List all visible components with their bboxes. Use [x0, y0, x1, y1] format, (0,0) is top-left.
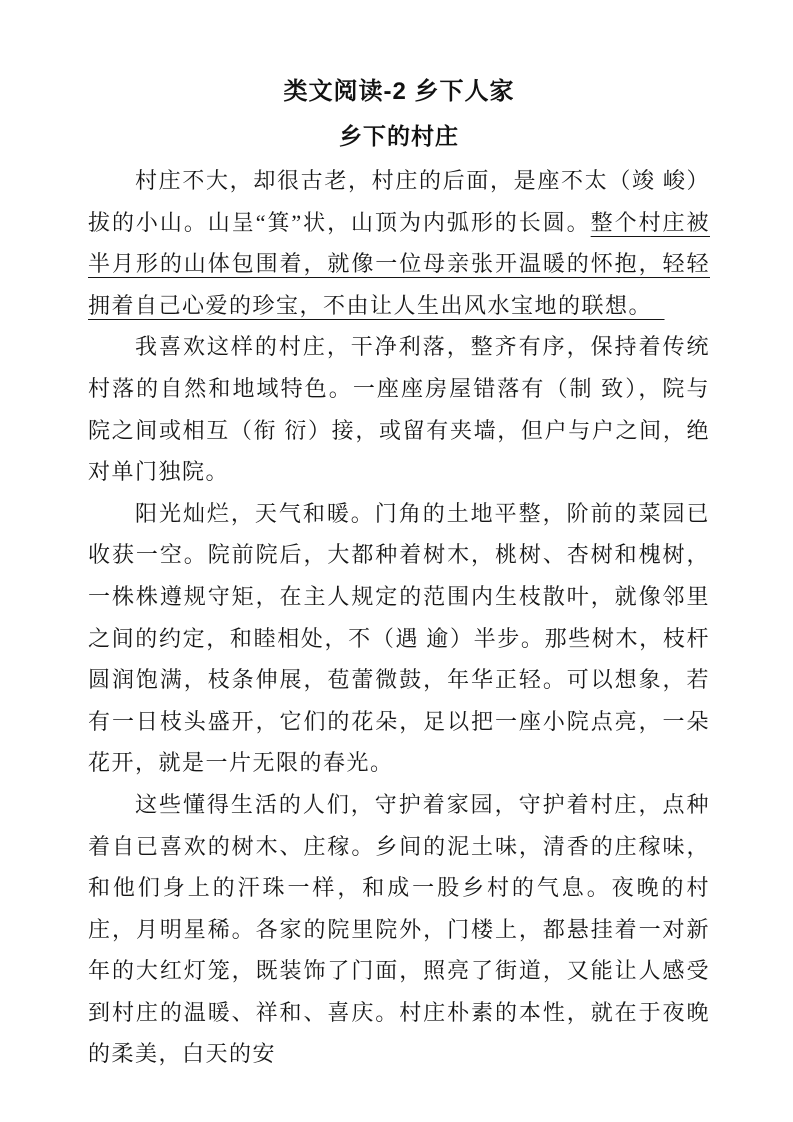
- document-subtitle: 乡下的村庄: [339, 123, 459, 149]
- document-title: 类文阅读-2 乡下人家: [283, 78, 515, 105]
- paragraph-2: [88, 326, 710, 492]
- paragraph-3: [88, 493, 710, 784]
- paragraph-1-lead-text: 村庄不大，却很古老，村庄的后面，是座不太（竣 峻）拔的小山。山呈“箕”状，山顶为内弧形的长圆。: [88, 168, 710, 235]
- document-body: [88, 160, 710, 1075]
- paragraph-4: [88, 784, 710, 1075]
- paragraph-3-text: 阳光灿烂，天气和暖。门角的土地平整，阶前的菜园已收获一空。院前院后，大都种着树木，桃树、杏树和槐树，一株株遵规守矩，在主人规定的范围内生枝散叶，就像邻里之间的约定，和睦相处，不（遇 逾）半步。那些树木，枝杆圆润饱满，枝条伸展，苞蕾微鼓，年华正轻。可以想象，若有一日枝头盛开，它们的花朵，足以把一座小院点亮，一朵花开，就是一片无限的春光。: [88, 500, 710, 776]
- paragraph-4-text: 这些懂得生活的人们，守护着家园，守护着村庄，点种着自已喜欢的树木、庄稼。乡间的泥土味，清香的庄稼味，和他们身上的汗珠一样，和成一股乡村的气息。夜晚的村庄，月明星稀。各家的院里院外，门楼上，都悬挂着一对新年的大红灯笼，既装饰了门面，照亮了街道，又能让人感受到村庄的温暖、祥和、喜庆。村庄朴素的本性，就在于夜晚的柔美，白天的安: [88, 791, 710, 1067]
- paragraph-1-underlined-sentence: 整个村庄被半月形的山体包围着，就像一位母亲张开温暖的怀抱，轻轻拥着自己心爱的珍宝，不由让人生出风水宝地的联想。: [88, 209, 710, 318]
- paragraph-2-text: 我喜欢这样的村庄，干净利落，整齐有序，保持着传统村落的自然和地域特色。一座座房屋错落有（制 致），院与院之间或相互（衔 衍）接，或留有夹墙，但户与户之间，绝对单门独院。: [88, 334, 710, 485]
- paragraph-1: [88, 160, 710, 326]
